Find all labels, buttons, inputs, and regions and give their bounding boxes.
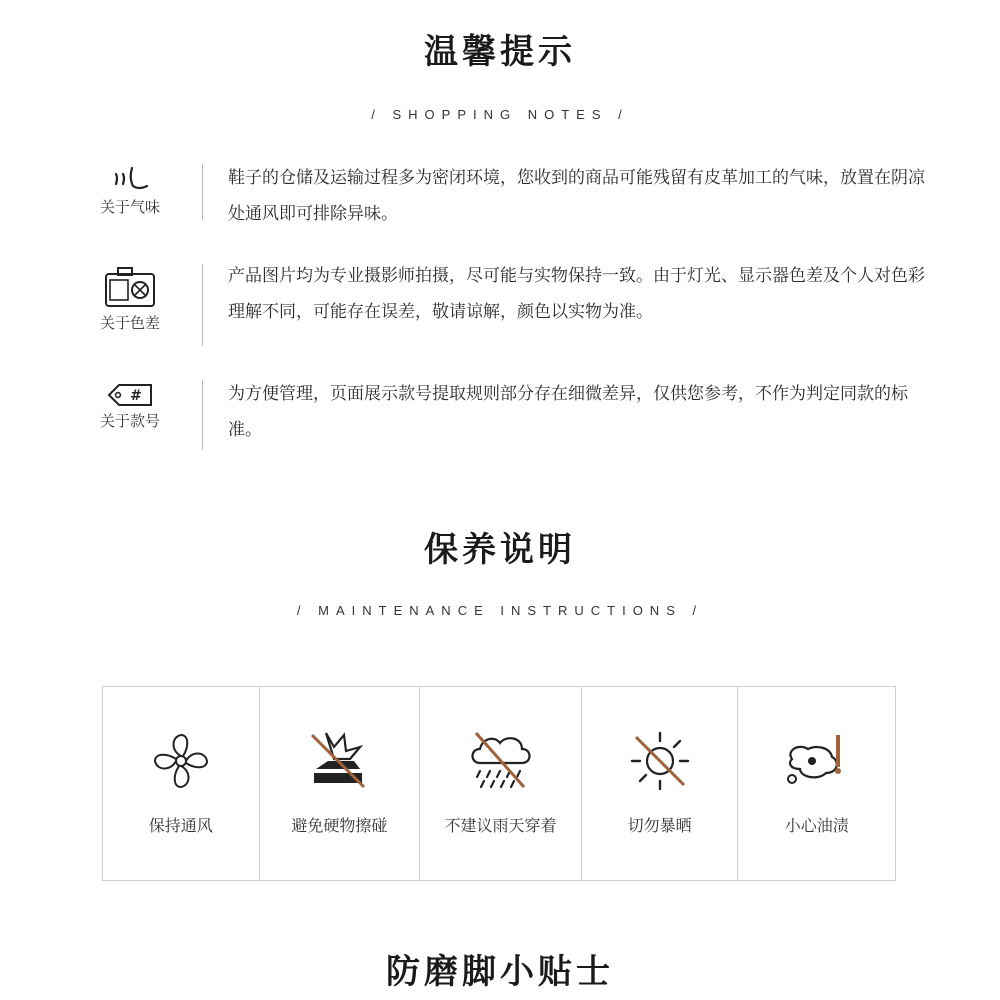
odor-icon (80, 164, 180, 217)
care-label-no-rain: 不建议雨天穿着 (444, 816, 557, 835)
note-text-odor: 鞋子的仓储及运输过程多为密闭环境，您收到的商品可能残留有皮革加工的气味，放置在阴凉处通风即可排除异味。 (228, 168, 925, 224)
care-label-ventilate: 保持通风 (148, 816, 213, 835)
maintenance-grid (102, 686, 896, 881)
care-item-avoid-hard-objects (260, 687, 421, 880)
shopping-notes-title: 温馨提示 (424, 32, 576, 72)
note-divider (202, 264, 203, 346)
care-label-oil-stain: 小心油渍 (784, 816, 849, 835)
care-item-ventilate (103, 687, 260, 880)
note-color-difference (80, 258, 940, 368)
no-hard-object-icon (304, 729, 374, 793)
fan-icon (149, 729, 213, 793)
note-label-color-difference: 关于色差 (99, 314, 160, 332)
care-label-avoid-hard-objects: 避免硬物擦碰 (291, 816, 388, 835)
note-label-odor: 关于气味 (99, 198, 160, 216)
note-divider (202, 164, 203, 220)
care-item-no-sun (582, 687, 739, 880)
anti-blister-tips-title: 防磨脚小贴士 (386, 952, 614, 992)
maintenance-subtitle: / MAINTENANCE INSTRUCTIONS / (296, 603, 704, 618)
note-odor (80, 160, 940, 240)
note-model-number (80, 376, 940, 456)
note-text-color-difference: 产品图片均为专业摄影师拍摄，尽可能与实物保持一致。由于灯光、显示器色差及个人对色彩理解不同，可能存在误差，敬请谅解，颜色以实物为准。 (228, 266, 925, 322)
tag-icon (80, 382, 180, 431)
note-label-model-number: 关于款号 (99, 412, 160, 430)
svg-text:#: # (130, 388, 142, 404)
care-item-oil-stain (738, 687, 895, 880)
care-item-no-rain (420, 687, 582, 880)
shopping-notes-subtitle: / SHOPPING NOTES / (371, 107, 629, 122)
no-rain-icon (466, 729, 536, 793)
camera-icon (80, 264, 180, 333)
care-label-no-sun: 切勿暴晒 (627, 816, 692, 835)
no-sun-icon (628, 729, 692, 793)
maintenance-title: 保养说明 (424, 530, 576, 570)
oil-stain-icon (782, 729, 852, 793)
note-text-model-number: 为方便管理，页面展示款号提取规则部分存在细微差异，仅供您参考，不作为判定同款的标准。 (228, 384, 908, 440)
note-divider (202, 380, 203, 450)
